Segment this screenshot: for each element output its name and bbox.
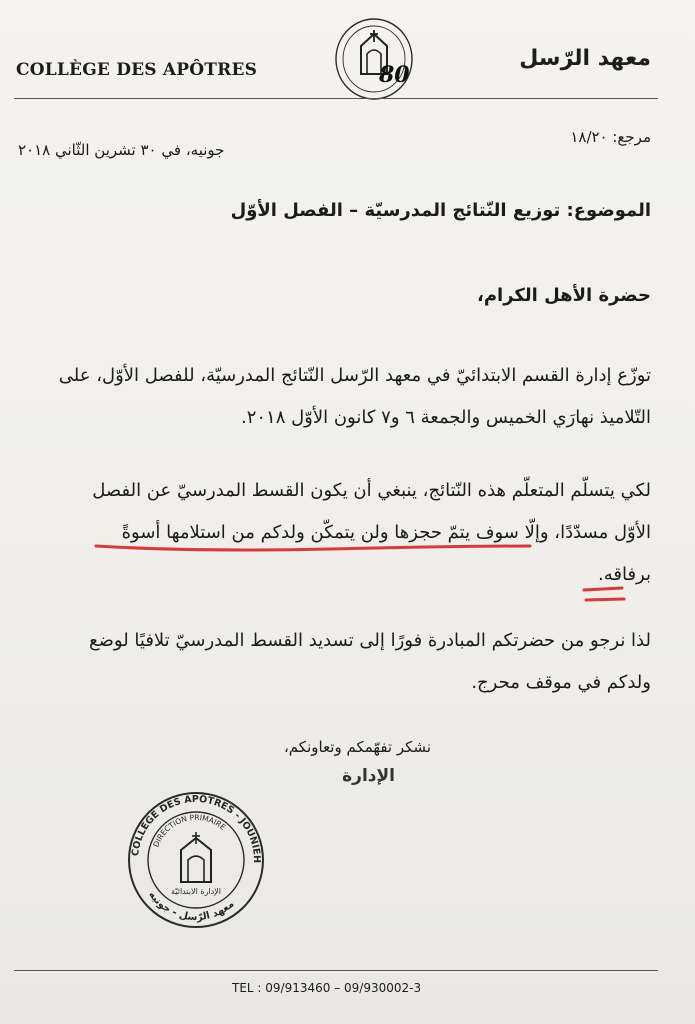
header-divider [14,98,658,99]
svg-text:COLLÈGE DES APÔTRES - JOUNIEH [130,793,262,863]
reference-number: مرجع: ١٨/٢٠ [570,128,651,146]
signature-administration: الإدارة [342,766,395,786]
paragraph-fee-condition [92,470,651,596]
stamp-outer-text: COLLÈGE DES APÔTRES - JOUNIEH [130,793,263,864]
school-name-french: COLLÈGE DES APÔTRES [16,60,258,80]
stamp-bottom-text: معهد الرّسل - جونيه [146,889,237,924]
paragraph-line: ولدكم في موقف محرج. [471,672,651,693]
footer-telephone: TEL : 09/913460 – 09/930002-3 [232,981,422,995]
stamp-inner-text: DIRECTION PRIMAIRE [151,812,228,849]
paragraph-line: توزّع إدارة القسم الابتدائيّ في معهد الرّسل النّتائج المدرسيّة، للفصل الأوّل، على [58,365,651,386]
paragraph-line: لكي يتسلّم المتعلّم هذه النّتائج، ينبغي أن يكون القسط المدرسيّ عن الفصل [92,480,651,501]
letter-greeting: حضرة الأهل الكرام، [477,285,651,306]
letter-date: جونيه، في ٣٠ تشرين الثّاني ٢٠١٨ [18,141,225,159]
paragraph-line: الأوّل مسدّدًا، وإلّا سوف يتمّ حجزها ولن يتمكّن ولدكم من استلامها أسوةً [121,522,651,543]
logo-number: 80 [379,62,410,88]
paragraph-request [89,620,651,704]
red-underline-short [586,599,624,600]
paragraph-distribution [59,355,651,439]
school-stamp-icon [126,790,266,930]
closing-thanks: نشكر تفهّمكم وتعاونكم، [283,738,431,756]
footer-divider [14,970,658,971]
letter-subject: الموضوع: توزيع النّتائج المدرسيّة – الفصل الأوّل [230,200,651,221]
stamp-dept-text: الإدارة الابتدائيّة [171,887,221,896]
paragraph-line: التّلاميذ نهارَي الخميس والجمعة ٦ و٧ كانون الأوّل ٢٠١٨. [240,407,651,428]
paragraph-line: لذا نرجو من حضرتكم المبادرة فورًا إلى تسديد القسط المدرسيّ تلافيًا لوضع [89,630,651,651]
school-logo-icon [333,16,415,102]
paragraph-line: برفاقه. [597,564,651,585]
school-name-arabic: معهد الرّسل [519,46,651,71]
